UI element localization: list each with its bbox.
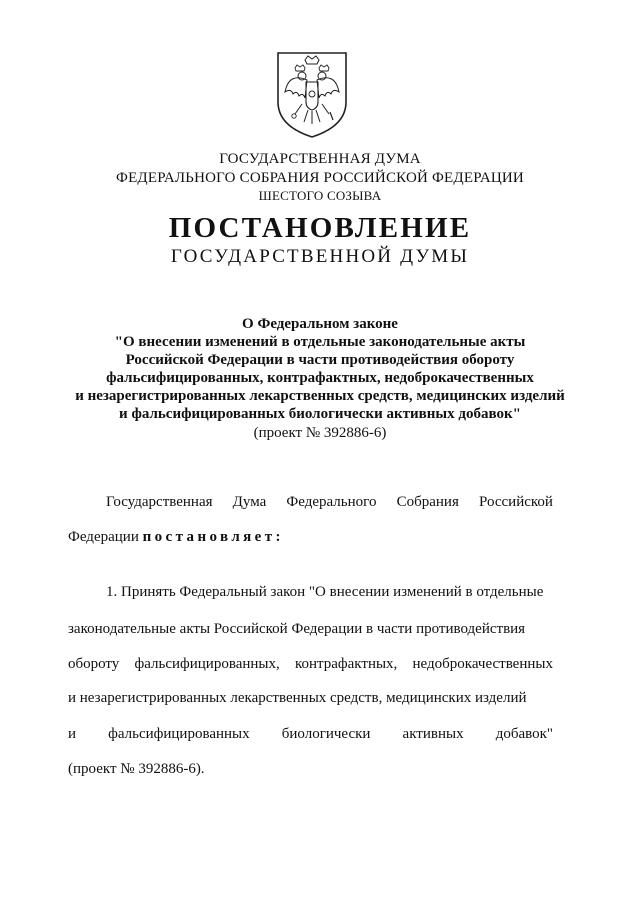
coat-of-arms-emblem [275, 50, 349, 140]
paragraph-word: активных [402, 726, 464, 742]
paragraph-word: контрафактных, [294, 656, 398, 672]
header-duma: ГОСУДАРСТВЕННАЯ ДУМА [219, 151, 421, 167]
paragraph-line [68, 656, 553, 673]
paragraph-line: (проект № 392886-6). [68, 761, 205, 777]
paragraph-word: и [68, 726, 77, 742]
preamble-word: Федерального [286, 494, 377, 510]
subject-line: "О внесении изменений в отдельные законодательные акты [114, 334, 526, 350]
preamble-line [106, 494, 553, 511]
paragraph-word: обороту [68, 656, 120, 672]
document-title: ПОСТАНОВЛЕНИЕ [168, 212, 472, 244]
subject-line: и незарегистрированных лекарственных средств, медицинских изделий [75, 388, 565, 404]
paragraph-word: добавок" [495, 726, 553, 742]
preamble-word: Российской [479, 494, 553, 510]
paragraph-line: 1. Принять Федеральный закон "О внесении изменений в отдельные [106, 584, 544, 600]
subject-line: фальсифицированных, контрафактных, недоброкачественных [106, 370, 534, 386]
paragraph-word: биологически [281, 726, 371, 742]
subject-line: О Федеральном законе [242, 316, 398, 332]
coat-of-arms-icon [275, 50, 349, 140]
header-federal-assembly: ФЕДЕРАЛЬНОГО СОБРАНИЯ РОССИЙСКОЙ ФЕДЕРАЦИИ [116, 170, 524, 186]
preamble-word: Дума [232, 494, 267, 510]
subject-line: Российской Федерации в части противодействия обороту [125, 352, 515, 368]
project-number: (проект № 392886-6) [253, 425, 387, 441]
preamble-line [68, 529, 553, 546]
paragraph-line: законодательные акты Российской Федерации в части противодействия [68, 621, 526, 637]
preamble-word: Федерации [68, 529, 139, 545]
decree-verb: постановляет: [142, 529, 284, 545]
preamble-word: Собрания [396, 494, 459, 510]
paragraph-line: и незарегистрированных лекарственных средств, медицинских изделий [68, 690, 527, 706]
paragraph-word: недоброкачественных [412, 656, 553, 672]
subject-line: и фальсифицированных биологически активных добавок" [119, 406, 521, 422]
paragraph-word: фальсифицированных [108, 726, 250, 742]
header-convocation: ШЕСТОГО СОЗЫВА [258, 188, 382, 203]
paragraph-word: фальсифицированных, [134, 656, 280, 672]
preamble-word: Государственная [106, 494, 213, 510]
document-subtitle: ГОСУДАРСТВЕННОЙ ДУМЫ [170, 246, 470, 267]
paragraph-line [68, 726, 553, 743]
